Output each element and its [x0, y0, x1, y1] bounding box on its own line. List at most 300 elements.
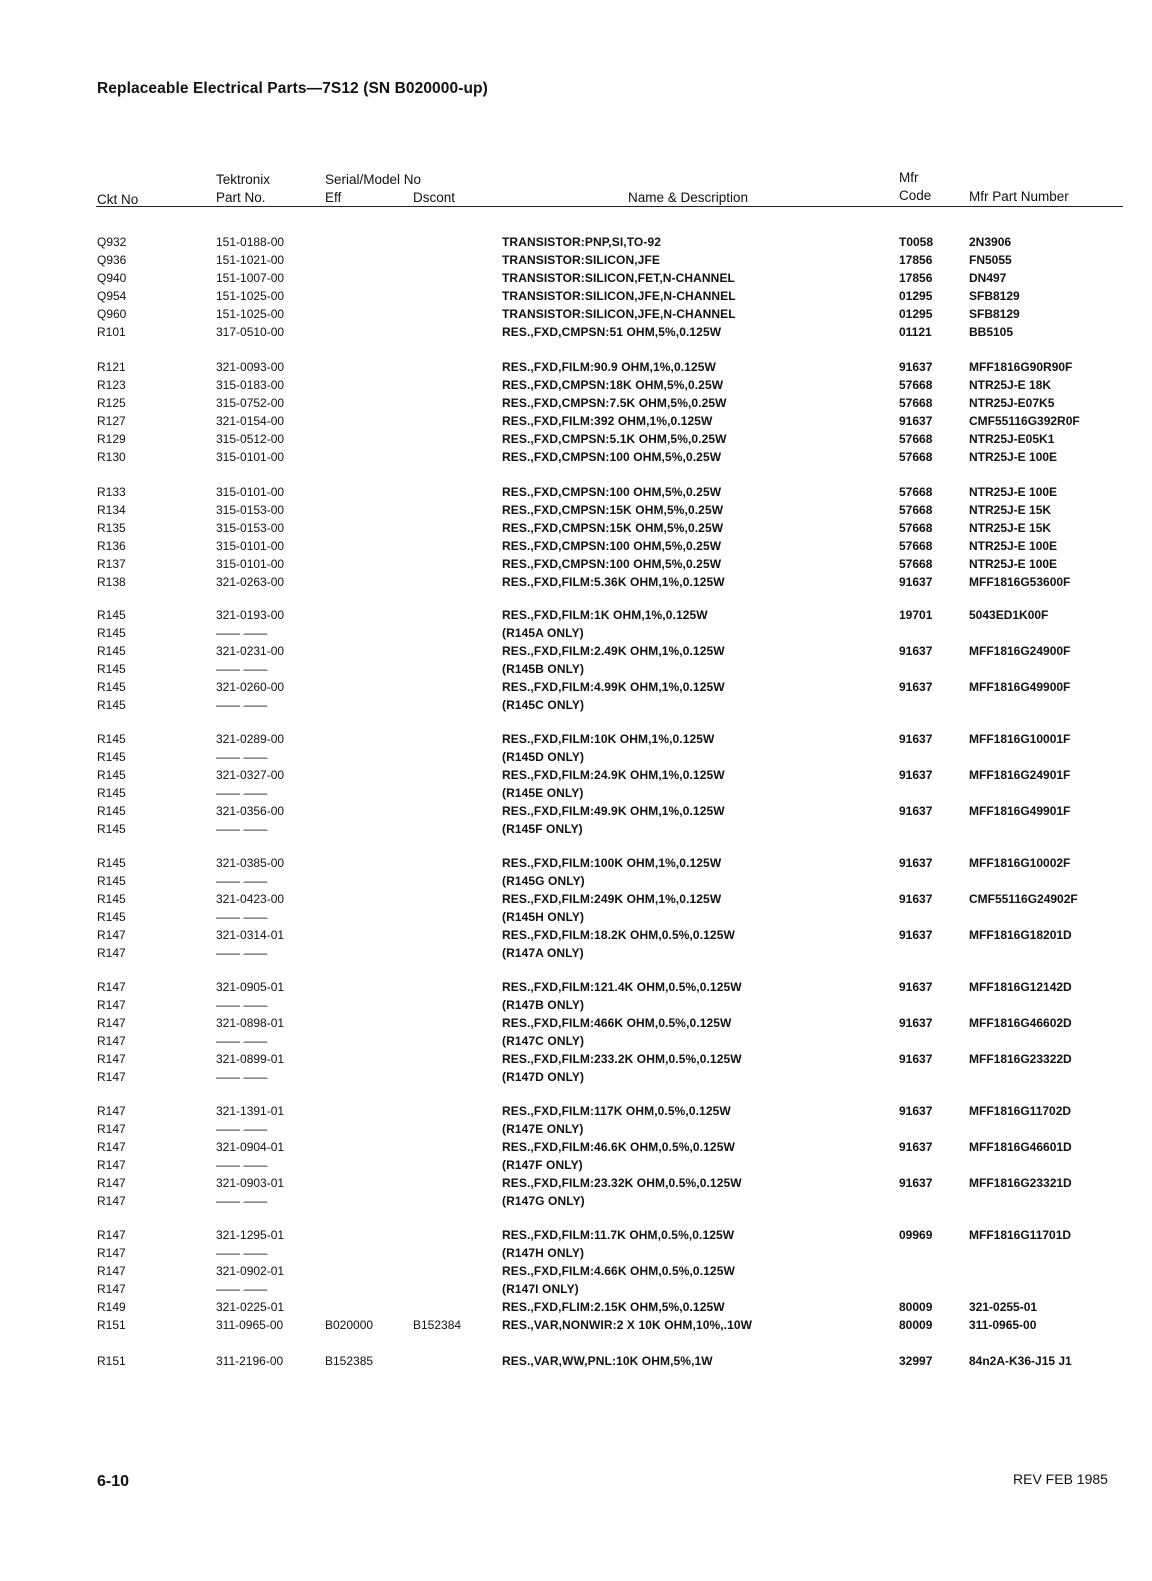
table-row	[0, 324, 1152, 341]
header-ckt-no: Ckt No	[97, 192, 139, 207]
table-row	[0, 661, 1152, 678]
table-row	[0, 891, 1152, 908]
table-row	[0, 625, 1152, 642]
ckt-no: R147	[97, 998, 126, 1012]
ckt-no: Q960	[97, 307, 127, 321]
description: TRANSISTOR:SILICON,JFE	[502, 253, 660, 267]
table-row	[0, 643, 1152, 660]
part-no: 321-0898-01	[216, 1016, 285, 1030]
ckt-no: R121	[97, 360, 126, 374]
description: RES.,FXD,CMPSN:100 OHM,5%,0.25W	[502, 450, 722, 464]
description: RES.,FXD,FILM:18.2K OHM,0.5%,0.125W	[502, 928, 735, 942]
part-no: —— ——	[216, 1194, 268, 1208]
mfr-part-number: NTR25J-E 18K	[969, 378, 1052, 392]
mfr-part-number: NTR25J-E 100E	[969, 450, 1058, 464]
mfr-part-number: NTR25J-E 15K	[969, 503, 1052, 517]
part-no: —— ——	[216, 822, 268, 836]
mfr-code: 91637	[899, 768, 933, 782]
ckt-no: R127	[97, 414, 126, 428]
mfr-code: 91637	[899, 892, 933, 906]
ckt-no: R145	[97, 608, 126, 622]
table-row	[0, 1139, 1152, 1156]
description: (R145D ONLY)	[502, 750, 585, 764]
ckt-no: R147	[97, 946, 126, 960]
description: RES.,FXD,CMPSN:15K OHM,5%,0.25W	[502, 503, 724, 517]
description: RES.,FXD,CMPSN:100 OHM,5%,0.25W	[502, 557, 722, 571]
mfr-part-number: MFF1816G90R90F	[969, 360, 1073, 374]
table-row	[0, 431, 1152, 448]
part-no: 321-0263-00	[216, 575, 285, 589]
part-no: 321-0260-00	[216, 680, 285, 694]
ckt-no: R145	[97, 768, 126, 782]
table-row	[0, 785, 1152, 802]
revision-date: REV FEB 1985	[1013, 1471, 1108, 1487]
mfr-code: 91637	[899, 680, 933, 694]
table-row	[0, 252, 1152, 269]
mfr-part-number: NTR25J-E07K5	[969, 396, 1055, 410]
description: TRANSISTOR:SILICON,JFE,N-CHANNEL	[502, 289, 736, 303]
part-no: 321-1295-01	[216, 1228, 285, 1242]
table-row	[0, 803, 1152, 820]
part-no: —— ——	[216, 1246, 268, 1260]
description: (R147F ONLY)	[502, 1158, 583, 1172]
part-no: —— ——	[216, 874, 268, 888]
header-serial-model: Serial/Model No	[325, 172, 422, 187]
mfr-part-number: MFF1816G24901F	[969, 768, 1071, 782]
description: RES.,FXD,FILM:121.4K OHM,0.5%,0.125W	[502, 980, 742, 994]
mfr-code: 91637	[899, 1104, 933, 1118]
part-no: 321-0154-00	[216, 414, 285, 428]
description: RES.,FXD,FILM:23.32K OHM,0.5%,0.125W	[502, 1176, 742, 1190]
description: RES.,FXD,FILM:5.36K OHM,1%,0.125W	[502, 575, 725, 589]
mfr-part-number: DN497	[969, 271, 1007, 285]
ckt-no: R145	[97, 874, 126, 888]
mfr-part-number: MFF1816G11702D	[969, 1104, 1072, 1118]
part-no: 321-0093-00	[216, 360, 285, 374]
page-number: 6-10	[97, 1473, 130, 1490]
part-no: 315-0752-00	[216, 396, 285, 410]
table-row	[0, 413, 1152, 430]
ckt-no: R147	[97, 1158, 126, 1172]
description: (R147G ONLY)	[502, 1194, 585, 1208]
mfr-code: 91637	[899, 980, 933, 994]
part-no: 151-1021-00	[216, 253, 285, 267]
part-no: 321-0356-00	[216, 804, 285, 818]
part-no: 321-0193-00	[216, 608, 285, 622]
page-title: Replaceable Electrical Parts—7S12 (SN B020000-up)	[97, 80, 488, 97]
description: (R145H ONLY)	[502, 910, 585, 924]
part-no: —— ——	[216, 1034, 268, 1048]
mfr-code: 57668	[899, 485, 933, 499]
table-row	[0, 288, 1152, 305]
part-no: 151-0188-00	[216, 235, 285, 249]
table-row	[0, 855, 1152, 872]
table-row	[0, 909, 1152, 926]
ckt-no: R147	[97, 1140, 126, 1154]
mfr-part-number: MFF1816G12142D	[969, 980, 1072, 994]
part-no: 315-0101-00	[216, 557, 285, 571]
ckt-no: Q936	[97, 253, 127, 267]
description: (R145B ONLY)	[502, 662, 585, 676]
mfr-code: 57668	[899, 503, 933, 517]
ckt-no: R147	[97, 1016, 126, 1030]
ckt-no: R147	[97, 1034, 126, 1048]
description: TRANSISTOR:SILICON,FET,N-CHANNEL	[502, 271, 735, 285]
mfr-code: 91637	[899, 928, 933, 942]
description: RES.,FXD,FILM:11.7K OHM,0.5%,0.125W	[502, 1228, 735, 1242]
part-no: 321-0904-01	[216, 1140, 285, 1154]
description: RES.,FXD,FILM:466K OHM,0.5%,0.125W	[502, 1016, 732, 1030]
mfr-code: 09969	[899, 1228, 933, 1242]
part-no: 311-2196-00	[216, 1354, 284, 1368]
header-part-no: Part No.	[216, 190, 266, 205]
table-row	[0, 449, 1152, 466]
mfr-part-number: FN5055	[969, 253, 1012, 267]
mfr-code: 19701	[899, 608, 933, 622]
mfr-part-number: 321-0255-01	[969, 1300, 1038, 1314]
part-no: 311-0965-00	[216, 1318, 284, 1332]
ckt-no: R147	[97, 1122, 126, 1136]
part-no: —— ——	[216, 1070, 268, 1084]
description: (R147B ONLY)	[502, 998, 585, 1012]
description: (R145G ONLY)	[502, 874, 585, 888]
ckt-no: R134	[97, 503, 126, 517]
mfr-code: 91637	[899, 1176, 933, 1190]
part-no: —— ——	[216, 786, 268, 800]
description: RES.,FXD,FILM:233.2K OHM,0.5%,0.125W	[502, 1052, 742, 1066]
description: (R145C ONLY)	[502, 698, 585, 712]
description: (R147A ONLY)	[502, 946, 584, 960]
description: RES.,FXD,FILM:4.99K OHM,1%,0.125W	[502, 680, 725, 694]
description: RES.,FXD,FILM:117K OHM,0.5%,0.125W	[502, 1104, 731, 1118]
description: RES.,FXD,CMPSN:100 OHM,5%,0.25W	[502, 485, 722, 499]
description: (R147E ONLY)	[502, 1122, 584, 1136]
ckt-no: R149	[97, 1300, 126, 1314]
ckt-no: R129	[97, 432, 126, 446]
mfr-part-number: MFF1816G23321D	[969, 1176, 1072, 1190]
table-row	[0, 1353, 1152, 1370]
description: RES.,FXD,CMPSN:51 OHM,5%,0.125W	[502, 325, 722, 339]
ckt-no: R147	[97, 1282, 126, 1296]
table-row	[0, 306, 1152, 323]
description: TRANSISTOR:PNP,SI,TO-92	[502, 235, 662, 249]
ckt-no: R145	[97, 786, 126, 800]
mfr-code: 32997	[899, 1354, 933, 1368]
table-row	[0, 395, 1152, 412]
part-no: 315-0153-00	[216, 521, 285, 535]
table-row	[0, 1069, 1152, 1086]
description: RES.,VAR,WW,PNL:10K OHM,5%,1W	[502, 1354, 713, 1368]
header-mfr: Mfr	[899, 170, 919, 185]
table-row	[0, 1299, 1152, 1316]
part-no: 315-0153-00	[216, 503, 285, 517]
mfr-part-number: NTR25J-E05K1	[969, 432, 1055, 446]
mfr-code: 01121	[899, 325, 932, 339]
table-row	[0, 927, 1152, 944]
mfr-code: 57668	[899, 450, 933, 464]
part-no: 321-0903-01	[216, 1176, 285, 1190]
mfr-code: 57668	[899, 521, 933, 535]
mfr-part-number: NTR25J-E 100E	[969, 485, 1058, 499]
header-code: Code	[899, 188, 932, 203]
table-row	[0, 1121, 1152, 1138]
description: RES.,FXD,FILM:4.66K OHM,0.5%,0.125W	[502, 1264, 735, 1278]
part-no: 321-0225-01	[216, 1300, 285, 1314]
table-row	[0, 502, 1152, 519]
part-no: 317-0510-00	[216, 325, 285, 339]
part-no: 321-0902-01	[216, 1264, 285, 1278]
part-no: 321-0314-01	[216, 928, 285, 942]
ckt-no: R145	[97, 732, 126, 746]
mfr-part-number: 311-0965-00	[969, 1318, 1037, 1332]
part-no: 321-0899-01	[216, 1052, 285, 1066]
mfr-code: 17856	[899, 253, 933, 267]
part-no: —— ——	[216, 662, 268, 676]
mfr-code: 01295	[899, 289, 933, 303]
description: (R145E ONLY)	[502, 786, 584, 800]
description: RES.,FXD,FILM:392 OHM,1%,0.125W	[502, 414, 713, 428]
part-no: —— ——	[216, 1282, 268, 1296]
part-no: —— ——	[216, 698, 268, 712]
ckt-no: R133	[97, 485, 126, 499]
mfr-code: 01295	[899, 307, 933, 321]
table-row	[0, 1281, 1152, 1298]
table-row	[0, 997, 1152, 1014]
mfr-part-number: MFF1816G23322D	[969, 1052, 1072, 1066]
part-no: —— ——	[216, 1158, 268, 1172]
part-no: 315-0101-00	[216, 450, 285, 464]
ckt-no: R145	[97, 892, 126, 906]
mfr-part-number: MFF1816G49901F	[969, 804, 1071, 818]
header-eff: Eff	[325, 190, 342, 205]
mfr-code: 80009	[899, 1300, 933, 1314]
part-no: 151-1025-00	[216, 289, 285, 303]
description: RES.,FXD,CMPSN:5.1K OHM,5%,0.25W	[502, 432, 727, 446]
ckt-no: R145	[97, 750, 126, 764]
ckt-no: R145	[97, 626, 126, 640]
mfr-part-number: 5043ED1K00F	[969, 608, 1049, 622]
part-no: 315-0183-00	[216, 378, 285, 392]
mfr-part-number: CMF55116G24902F	[969, 892, 1078, 906]
mfr-part-number: NTR25J-E 100E	[969, 557, 1058, 571]
table-row	[0, 1263, 1152, 1280]
ckt-no: R138	[97, 575, 126, 589]
table-row	[0, 1245, 1152, 1262]
description: (R145F ONLY)	[502, 822, 583, 836]
ckt-no: R145	[97, 644, 126, 658]
ckt-no: R123	[97, 378, 126, 392]
part-no: —— ——	[216, 1122, 268, 1136]
ckt-no: R135	[97, 521, 126, 535]
ckt-no: R147	[97, 1052, 126, 1066]
table-row	[0, 359, 1152, 376]
table-row	[0, 731, 1152, 748]
ckt-no: Q940	[97, 271, 127, 285]
part-no: 321-0231-00	[216, 644, 285, 658]
table-row	[0, 377, 1152, 394]
mfr-code: 91637	[899, 1052, 933, 1066]
mfr-part-number: BB5105	[969, 325, 1014, 339]
mfr-part-number: MFF1816G10001F	[969, 732, 1071, 746]
serial-dscont: B152384	[413, 1318, 462, 1332]
description: RES.,FXD,CMPSN:18K OHM,5%,0.25W	[502, 378, 724, 392]
table-row	[0, 574, 1152, 591]
description: (R147D ONLY)	[502, 1070, 585, 1084]
mfr-part-number: 2N3906	[969, 235, 1012, 249]
table-row	[0, 1157, 1152, 1174]
description: RES.,FXD,CMPSN:100 OHM,5%,0.25W	[502, 539, 722, 553]
part-no: 151-1007-00	[216, 271, 285, 285]
mfr-code: 91637	[899, 360, 933, 374]
mfr-part-number: MFF1816G46602D	[969, 1016, 1072, 1030]
description: RES.,FXD,FILM:1K OHM,1%,0.125W	[502, 608, 708, 622]
table-row	[0, 1051, 1152, 1068]
part-no: —— ——	[216, 910, 268, 924]
table-row	[0, 607, 1152, 624]
ckt-no: R145	[97, 856, 126, 870]
description: RES.,FXD,CMPSN:7.5K OHM,5%,0.25W	[502, 396, 727, 410]
mfr-part-number: MFF1816G53600F	[969, 575, 1071, 589]
table-row	[0, 1317, 1152, 1334]
table-row	[0, 749, 1152, 766]
description: RES.,FXD,FILM:24.9K OHM,1%,0.125W	[502, 768, 725, 782]
description: RES.,FXD,FILM:2.49K OHM,1%,0.125W	[502, 644, 725, 658]
part-no: 321-0423-00	[216, 892, 285, 906]
mfr-part-number: 84n2A-K36-J15 J1	[969, 1354, 1072, 1368]
table-row	[0, 697, 1152, 714]
ckt-no: R137	[97, 557, 126, 571]
description: (R147H ONLY)	[502, 1246, 585, 1260]
mfr-code: 57668	[899, 432, 933, 446]
ckt-no: Q954	[97, 289, 127, 303]
ckt-no: R151	[97, 1354, 126, 1368]
mfr-part-number: NTR25J-E 15K	[969, 521, 1052, 535]
part-no: 151-1025-00	[216, 307, 285, 321]
mfr-part-number: CMF55116G392R0F	[969, 414, 1080, 428]
table-row	[0, 538, 1152, 555]
description: RES.,FXD,FILM:100K OHM,1%,0.125W	[502, 856, 722, 870]
part-no: 321-0289-00	[216, 732, 285, 746]
description: RES.,FXD,CMPSN:15K OHM,5%,0.25W	[502, 521, 724, 535]
table-row	[0, 821, 1152, 838]
ckt-no: R147	[97, 1070, 126, 1084]
description: RES.,VAR,NONWIR:2 X 10K OHM,10%,.10W	[502, 1318, 753, 1332]
description: TRANSISTOR:SILICON,JFE,N-CHANNEL	[502, 307, 736, 321]
mfr-code: 80009	[899, 1318, 933, 1332]
ckt-no: R147	[97, 1176, 126, 1190]
ckt-no: Q932	[97, 235, 127, 249]
mfr-code: 57668	[899, 539, 933, 553]
table-row	[0, 1033, 1152, 1050]
ckt-no: R147	[97, 1246, 126, 1260]
mfr-part-number: MFF1816G10002F	[969, 856, 1071, 870]
description: RES.,FXD,FILM:46.6K OHM,0.5%,0.125W	[502, 1140, 735, 1154]
table-row	[0, 679, 1152, 696]
description: RES.,FXD,FILM:249K OHM,1%,0.125W	[502, 892, 722, 906]
table-row	[0, 945, 1152, 962]
ckt-no: R145	[97, 910, 126, 924]
table-row	[0, 270, 1152, 287]
description: (R147C ONLY)	[502, 1034, 585, 1048]
part-no: —— ——	[216, 750, 268, 764]
part-no: 321-1391-01	[216, 1104, 285, 1118]
mfr-part-number: SFB8129	[969, 307, 1020, 321]
description: (R147I ONLY)	[502, 1282, 579, 1296]
ckt-no: R145	[97, 662, 126, 676]
mfr-part-number: MFF1816G11701D	[969, 1228, 1072, 1242]
ckt-no: R145	[97, 680, 126, 694]
ckt-no: R147	[97, 1194, 126, 1208]
mfr-part-number: NTR25J-E 100E	[969, 539, 1058, 553]
mfr-code: T0058	[899, 235, 934, 249]
mfr-part-number: MFF1816G46601D	[969, 1140, 1072, 1154]
table-row	[0, 1103, 1152, 1120]
table-row	[0, 234, 1152, 251]
ckt-no: R147	[97, 1264, 126, 1278]
mfr-code: 91637	[899, 1140, 933, 1154]
ckt-no: R101	[97, 325, 126, 339]
ckt-no: R147	[97, 1104, 126, 1118]
ckt-no: R125	[97, 396, 126, 410]
header-mfr-part-number: Mfr Part Number	[969, 189, 1069, 204]
description: RES.,FXD,FILM:10K OHM,1%,0.125W	[502, 732, 715, 746]
table-row	[0, 1227, 1152, 1244]
mfr-code: 91637	[899, 644, 933, 658]
header-name-description: Name & Description	[628, 190, 749, 205]
description: (R145A ONLY)	[502, 626, 584, 640]
mfr-code: 91637	[899, 414, 933, 428]
ckt-no: R136	[97, 539, 126, 553]
table-row	[0, 873, 1152, 890]
mfr-code: 57668	[899, 396, 933, 410]
mfr-part-number: MFF1816G49900F	[969, 680, 1071, 694]
ckt-no: R145	[97, 804, 126, 818]
table-row	[0, 1193, 1152, 1210]
header-tektronix: Tektronix	[216, 172, 271, 187]
mfr-part-number: MFF1816G24900F	[969, 644, 1071, 658]
mfr-code: 57668	[899, 557, 933, 571]
part-no: 321-0905-01	[216, 980, 285, 994]
table-row	[0, 767, 1152, 784]
mfr-code: 91637	[899, 732, 933, 746]
ckt-no: R130	[97, 450, 126, 464]
part-no: 315-0101-00	[216, 539, 285, 553]
ckt-no: R145	[97, 698, 126, 712]
header-dscont: Dscont	[413, 190, 456, 205]
part-no: 315-0101-00	[216, 485, 285, 499]
part-no: —— ——	[216, 998, 268, 1012]
table-row	[0, 1015, 1152, 1032]
ckt-no: R151	[97, 1318, 126, 1332]
ckt-no: R147	[97, 980, 126, 994]
part-no: 321-0327-00	[216, 768, 285, 782]
table-row	[0, 484, 1152, 501]
ckt-no: R145	[97, 822, 126, 836]
mfr-code: 91637	[899, 856, 933, 870]
mfr-part-number: SFB8129	[969, 289, 1020, 303]
mfr-code: 91637	[899, 804, 933, 818]
mfr-code: 17856	[899, 271, 933, 285]
description: RES.,FXD,FILM:49.9K OHM,1%,0.125W	[502, 804, 725, 818]
part-no: 315-0512-00	[216, 432, 285, 446]
table-row	[0, 520, 1152, 537]
serial-eff: B020000	[325, 1318, 374, 1332]
serial-eff: B152385	[325, 1354, 374, 1368]
ckt-no: R147	[97, 928, 126, 942]
part-no: 321-0385-00	[216, 856, 285, 870]
mfr-code: 57668	[899, 378, 933, 392]
mfr-part-number: MFF1816G18201D	[969, 928, 1072, 942]
